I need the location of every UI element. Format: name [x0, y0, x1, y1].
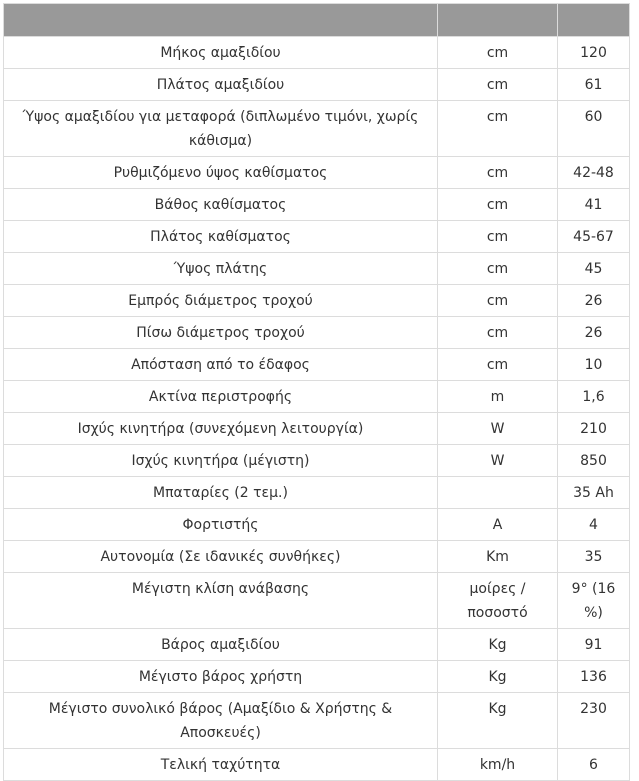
spec-value-cell: 4: [558, 509, 630, 541]
spec-value-cell: 26: [558, 285, 630, 317]
table-row: [4, 189, 630, 221]
spec-name-cell: Απόσταση από το έδαφος: [4, 349, 438, 381]
spec-value-cell: 45-67: [558, 221, 630, 253]
spec-name-cell: Ύψος πλάτης: [4, 253, 438, 285]
spec-value-cell: 26: [558, 317, 630, 349]
spec-unit-cell: A: [438, 509, 558, 541]
spec-table: [3, 3, 630, 781]
table-row: [4, 69, 630, 101]
table-row: [4, 541, 630, 573]
spec-name-cell: Εμπρός διάμετρος τροχού: [4, 285, 438, 317]
spec-name-cell: Φορτιστής: [4, 509, 438, 541]
spec-name-cell: Ύψος αμαξιδίου για μεταφορά (διπλωμένο τιμόνι, χωρίς κάθισμα): [4, 101, 438, 157]
spec-unit-cell: cm: [438, 317, 558, 349]
table-row: [4, 101, 630, 157]
spec-unit-cell: cm: [438, 253, 558, 285]
table-row: [4, 349, 630, 381]
spec-unit-cell: Kg: [438, 693, 558, 749]
spec-unit-cell: cm: [438, 37, 558, 69]
spec-unit-cell: Kg: [438, 629, 558, 661]
spec-name-cell: Πίσω διάμετρος τροχού: [4, 317, 438, 349]
table-row: [4, 661, 630, 693]
spec-value-cell: 60: [558, 101, 630, 157]
spec-name-cell: Ακτίνα περιστροφής: [4, 381, 438, 413]
table-row: [4, 509, 630, 541]
spec-value-cell: 42-48: [558, 157, 630, 189]
header-cell-unit: [438, 4, 558, 37]
spec-unit-cell: cm: [438, 157, 558, 189]
spec-name-cell: Τελική ταχύτητα: [4, 749, 438, 781]
header-cell-value: [558, 4, 630, 37]
spec-value-cell: 91: [558, 629, 630, 661]
spec-value-cell: 850: [558, 445, 630, 477]
spec-name-cell: Μέγιστο συνολικό βάρος (Αμαξίδιο & Χρήστης & Αποσκευές): [4, 693, 438, 749]
spec-unit-cell: cm: [438, 189, 558, 221]
table-row: [4, 573, 630, 629]
spec-unit-cell: μοίρες / ποσοστό: [438, 573, 558, 629]
spec-name-cell: Ισχύς κινητήρα (συνεχόμενη λειτουργία): [4, 413, 438, 445]
table-row: [4, 477, 630, 509]
spec-unit-cell: Km: [438, 541, 558, 573]
spec-value-cell: 35: [558, 541, 630, 573]
spec-unit-cell: cm: [438, 349, 558, 381]
spec-value-cell: 1,6: [558, 381, 630, 413]
spec-unit-cell: [438, 477, 558, 509]
table-row: [4, 157, 630, 189]
spec-unit-cell: W: [438, 445, 558, 477]
spec-unit-cell: cm: [438, 101, 558, 157]
spec-unit-cell: Kg: [438, 661, 558, 693]
spec-unit-cell: W: [438, 413, 558, 445]
spec-name-cell: Πλάτος αμαξιδίου: [4, 69, 438, 101]
table-row: [4, 381, 630, 413]
spec-value-cell: 9° (16 %): [558, 573, 630, 629]
table-row: [4, 693, 630, 749]
spec-value-cell: 6: [558, 749, 630, 781]
spec-name-cell: Μέγιστη κλίση ανάβασης: [4, 573, 438, 629]
table-row: [4, 445, 630, 477]
table-row: [4, 749, 630, 781]
spec-name-cell: Μήκος αμαξιδίου: [4, 37, 438, 69]
spec-value-cell: 210: [558, 413, 630, 445]
table-row: [4, 413, 630, 445]
table-body: [4, 37, 630, 781]
spec-value-cell: 230: [558, 693, 630, 749]
spec-value-cell: 136: [558, 661, 630, 693]
spec-name-cell: Ρυθμιζόμενο ύψος καθίσματος: [4, 157, 438, 189]
spec-value-cell: 41: [558, 189, 630, 221]
spec-value-cell: 45: [558, 253, 630, 285]
spec-value-cell: 61: [558, 69, 630, 101]
spec-value-cell: 35 Ah: [558, 477, 630, 509]
spec-unit-cell: cm: [438, 285, 558, 317]
spec-name-cell: Μπαταρίες (2 τεμ.): [4, 477, 438, 509]
table-row: [4, 221, 630, 253]
spec-name-cell: Βάθος καθίσματος: [4, 189, 438, 221]
table-row: [4, 37, 630, 69]
table-row: [4, 317, 630, 349]
spec-unit-cell: km/h: [438, 749, 558, 781]
spec-value-cell: 10: [558, 349, 630, 381]
spec-name-cell: Βάρος αμαξιδίου: [4, 629, 438, 661]
table-header-row: [4, 4, 630, 37]
header-cell-name: [4, 4, 438, 37]
spec-unit-cell: cm: [438, 221, 558, 253]
spec-name-cell: Μέγιστο βάρος χρήστη: [4, 661, 438, 693]
spec-name-cell: Αυτονομία (Σε ιδανικές συνθήκες): [4, 541, 438, 573]
spec-unit-cell: cm: [438, 69, 558, 101]
spec-name-cell: Πλάτος καθίσματος: [4, 221, 438, 253]
spec-unit-cell: m: [438, 381, 558, 413]
table-row: [4, 253, 630, 285]
table-row: [4, 629, 630, 661]
spec-value-cell: 120: [558, 37, 630, 69]
table-row: [4, 285, 630, 317]
spec-name-cell: Ισχύς κινητήρα (μέγιστη): [4, 445, 438, 477]
